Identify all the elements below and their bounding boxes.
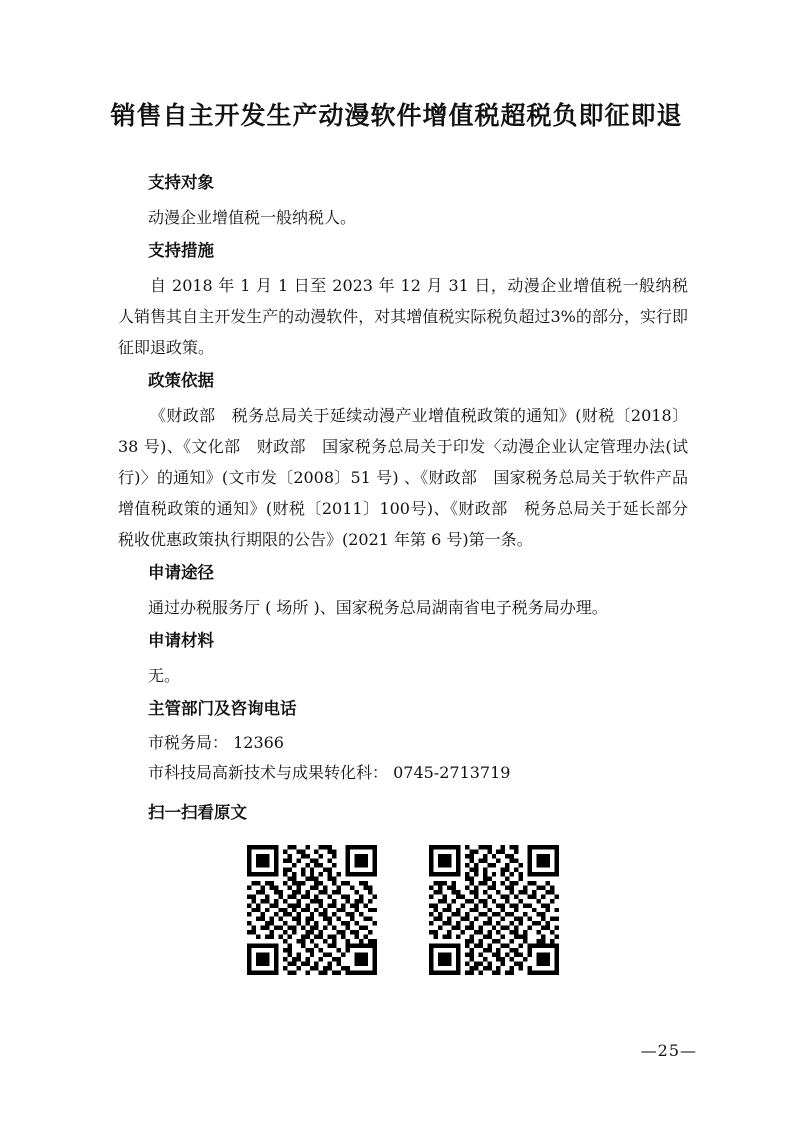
page-title: 销售自主开发生产动漫软件增值税超税负即征即退 <box>110 101 683 130</box>
qr-code-row <box>118 845 688 975</box>
section-heading-contact: 主管部门及咨询电话 <box>148 699 297 718</box>
scan-heading: 扫一扫看原文 <box>148 803 247 822</box>
section-paragraph-support-measure: 自 2018 年 1 月 1 日至 2023 年 12 月 31 日，动漫企业增值税一般纳税人销售其自主开发生产的动漫软件，对其增值税实际税负超过3%的部分，实行即征即退政策。 <box>118 276 688 357</box>
section-paragraph-application-channel: 通过办税服务厅 ( 场所 )、国家税务总局湖南省电子税务局办理。 <box>148 598 608 617</box>
contact-line-tax-bureau: 市税务局： 12366 <box>148 733 284 752</box>
section-heading-application-channel: 申请途径 <box>148 563 214 582</box>
section-paragraph-policy-basis: 《财政部 税务总局关于延续动漫产业增值税政策的通知》(财税〔2018〕38 号)、《文化部 财政部 国家税务总局关于印发〈动漫企业认定管理办法(试行)〉的通知》(文市发〔2008〕51 号) 、《财政部 国家税务总局关于软件产品增值税政策的通知》(财税〔2011〕100号)、《财政部 税务总局关于延长部分税收优惠政策执行期限的公告》(2021 年第 6 号)第一条。 <box>118 406 688 549</box>
contact-line-sci-tech-bureau: 市科技局高新技术与成果转化科： 0745-2713719 <box>148 763 511 782</box>
document-body <box>118 168 688 828</box>
qr-code-right <box>429 845 559 975</box>
section-heading-policy-basis: 政策依据 <box>148 371 214 390</box>
page-number: —25— <box>640 1041 697 1060</box>
section-paragraph-support-target: 动漫企业增值税一般纳税人。 <box>148 208 357 227</box>
section-heading-support-target: 支持对象 <box>148 173 214 192</box>
section-paragraph-application-materials: 无。 <box>148 666 181 685</box>
section-heading-support-measure: 支持措施 <box>148 241 214 260</box>
section-heading-application-materials: 申请材料 <box>148 631 214 650</box>
qr-code-left <box>247 845 377 975</box>
